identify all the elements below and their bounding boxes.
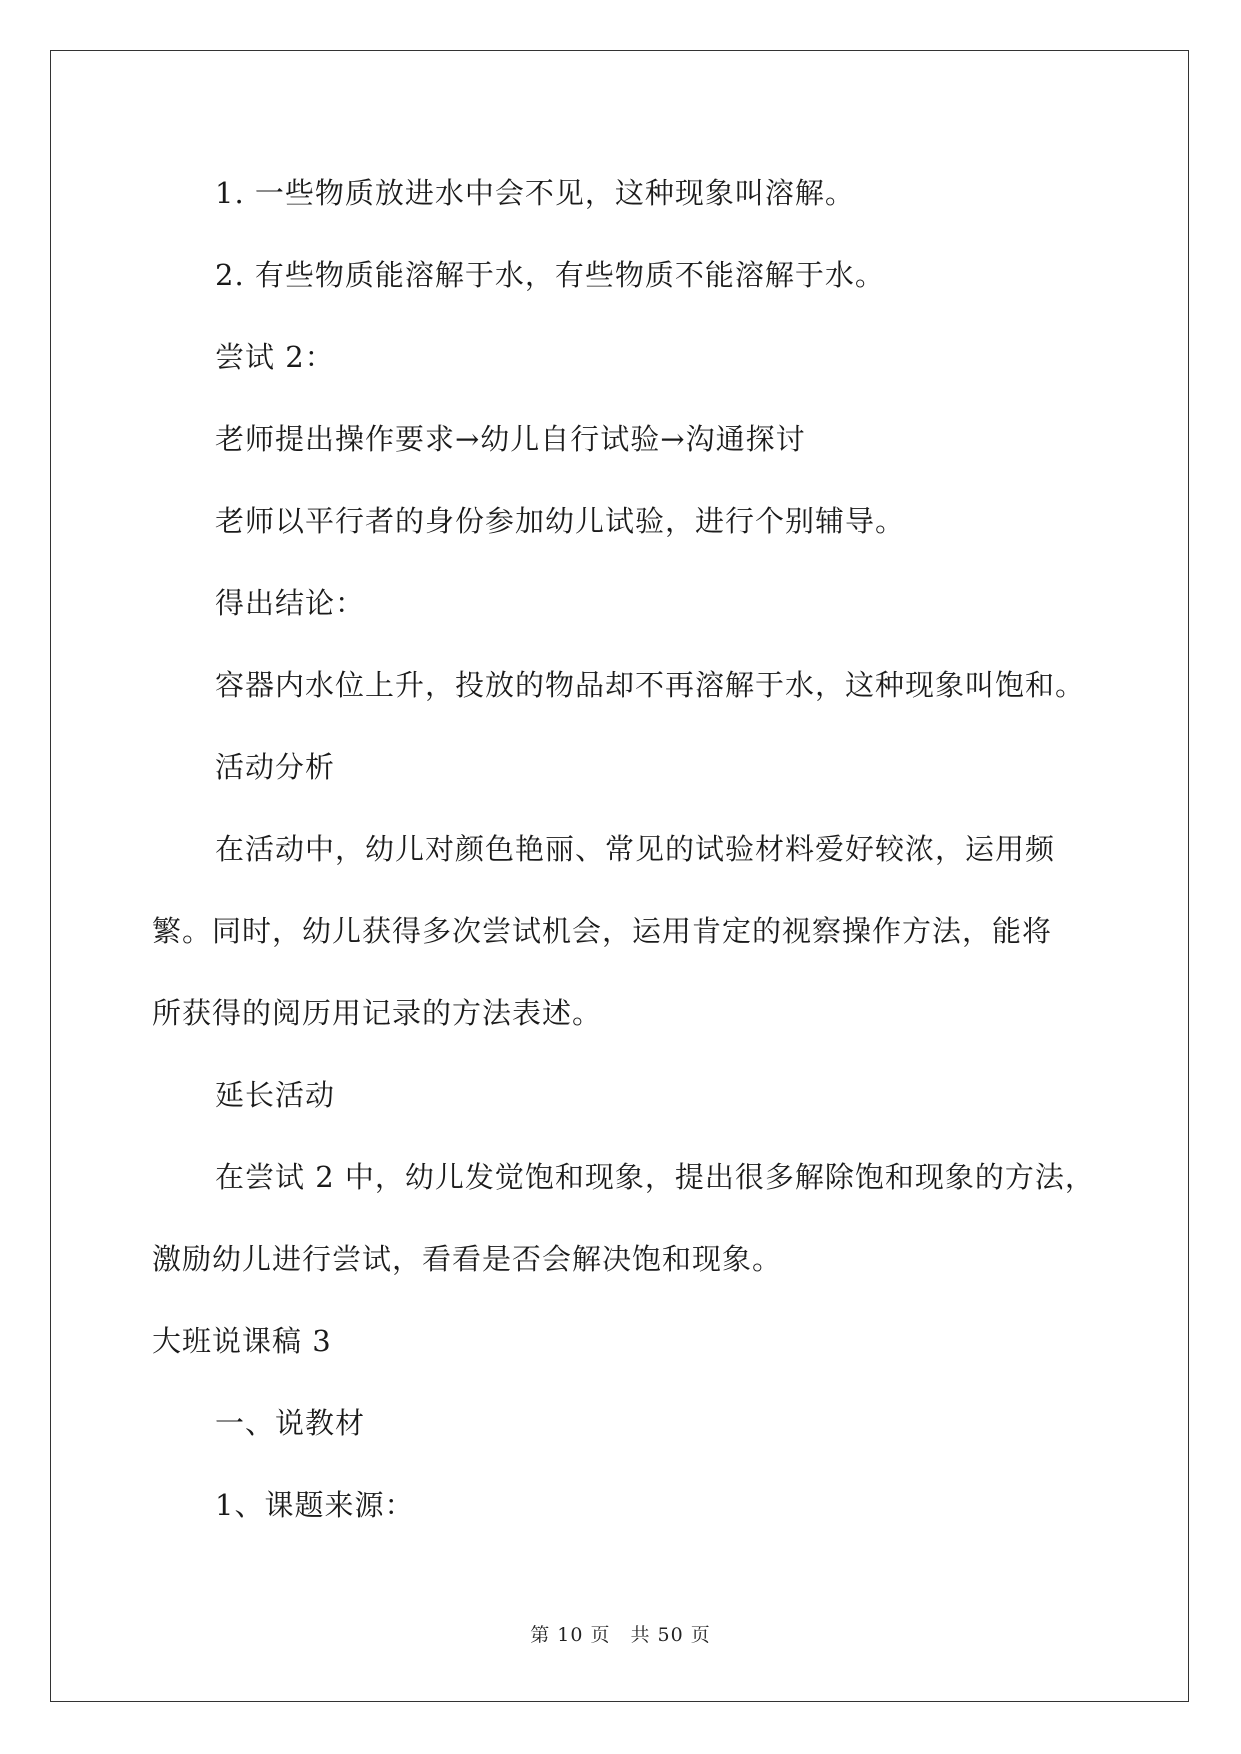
paragraph-line: 1. 一些物质放进水中会不见，这种现象叫溶解。 <box>215 176 855 210</box>
section-heading: 一、说教材 <box>215 1406 366 1440</box>
section-heading: 得出结论： <box>215 586 366 620</box>
section-heading: 活动分析 <box>215 750 336 784</box>
section-heading: 尝试 2： <box>215 340 335 374</box>
section-heading: 延长活动 <box>215 1078 336 1112</box>
page-footer <box>0 1620 1241 1647</box>
page-frame <box>50 50 1189 1702</box>
paragraph-line: 所获得的阅历用记录的方法表述。 <box>152 996 603 1030</box>
paragraph-line: 容器内水位上升，投放的物品却不再溶解于水，这种现象叫饱和。 <box>215 668 1086 702</box>
document-title: 大班说课稿 3 <box>152 1324 332 1358</box>
page-number: 第 10 页 共 50 页 <box>530 1624 711 1646</box>
paragraph-line: 在尝试 2 中，幼儿发觉饱和现象，提出很多解除饱和现象的方法， <box>215 1160 1095 1194</box>
paragraph-line: 老师提出操作要求→幼儿自行试验→沟通探讨 <box>215 422 806 456</box>
paragraph-line: 激励幼儿进行尝试，看看是否会解决饱和现象。 <box>152 1242 783 1276</box>
section-heading: 1、课题来源： <box>215 1488 415 1522</box>
paragraph-line: 繁。同时，幼儿获得多次尝试机会，运用肯定的视察操作方法，能将 <box>152 914 1053 948</box>
paragraph-line: 老师以平行者的身份参加幼儿试验，进行个别辅导。 <box>215 504 906 538</box>
paragraph-line: 2. 有些物质能溶解于水，有些物质不能溶解于水。 <box>215 258 885 292</box>
paragraph-line: 在活动中，幼儿对颜色艳丽、常见的试验材料爱好较浓，运用频 <box>215 832 1056 866</box>
